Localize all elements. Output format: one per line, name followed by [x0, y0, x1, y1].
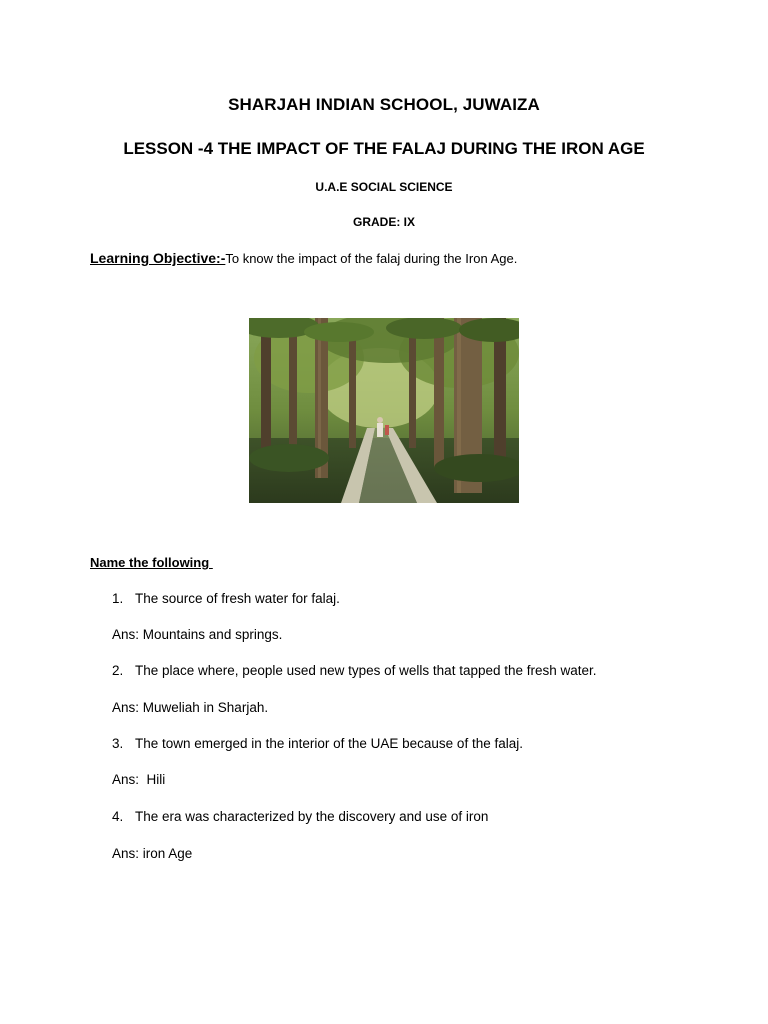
- question-4: [112, 809, 488, 824]
- question-number: 2.: [112, 663, 124, 678]
- question-text: The place where, people used new types of wells that tapped the fresh water.: [135, 663, 597, 678]
- falaj-palm-grove-photo: [249, 318, 519, 503]
- question-3: [112, 736, 523, 751]
- objective-text: To know the impact of the falaj during the Iron Age.: [225, 251, 518, 266]
- school-name: SHARJAH INDIAN SCHOOL, JUWAIZA: [228, 95, 540, 114]
- section-title: Name the following: [90, 555, 213, 570]
- answer-3: Ans: Hili: [112, 772, 166, 787]
- lesson-title: LESSON -4 THE IMPACT OF THE FALAJ DURING THE IRON AGE: [123, 139, 645, 158]
- question-number: 1.: [112, 591, 124, 606]
- question-2: [112, 663, 597, 678]
- subject-label: U.A.E SOCIAL SCIENCE: [315, 180, 453, 194]
- question-text: The town emerged in the interior of the UAE because of the falaj.: [135, 736, 523, 751]
- grade-label: GRADE: IX: [352, 215, 415, 229]
- question-text: The era was characterized by the discovery and use of iron: [135, 809, 489, 824]
- objective-label: Learning Objective:-: [90, 250, 226, 266]
- question-1: [112, 591, 340, 606]
- question-number: 4.: [112, 809, 124, 824]
- question-text: The source of fresh water for falaj.: [135, 591, 340, 606]
- answer-1: Ans: Mountains and springs.: [112, 627, 283, 642]
- palm-grove-illustration: [249, 318, 519, 503]
- answer-4: Ans: iron Age: [112, 846, 193, 861]
- learning-objective: [90, 250, 517, 266]
- question-number: 3.: [112, 736, 124, 751]
- answer-2: Ans: Muweliah in Sharjah.: [112, 700, 269, 715]
